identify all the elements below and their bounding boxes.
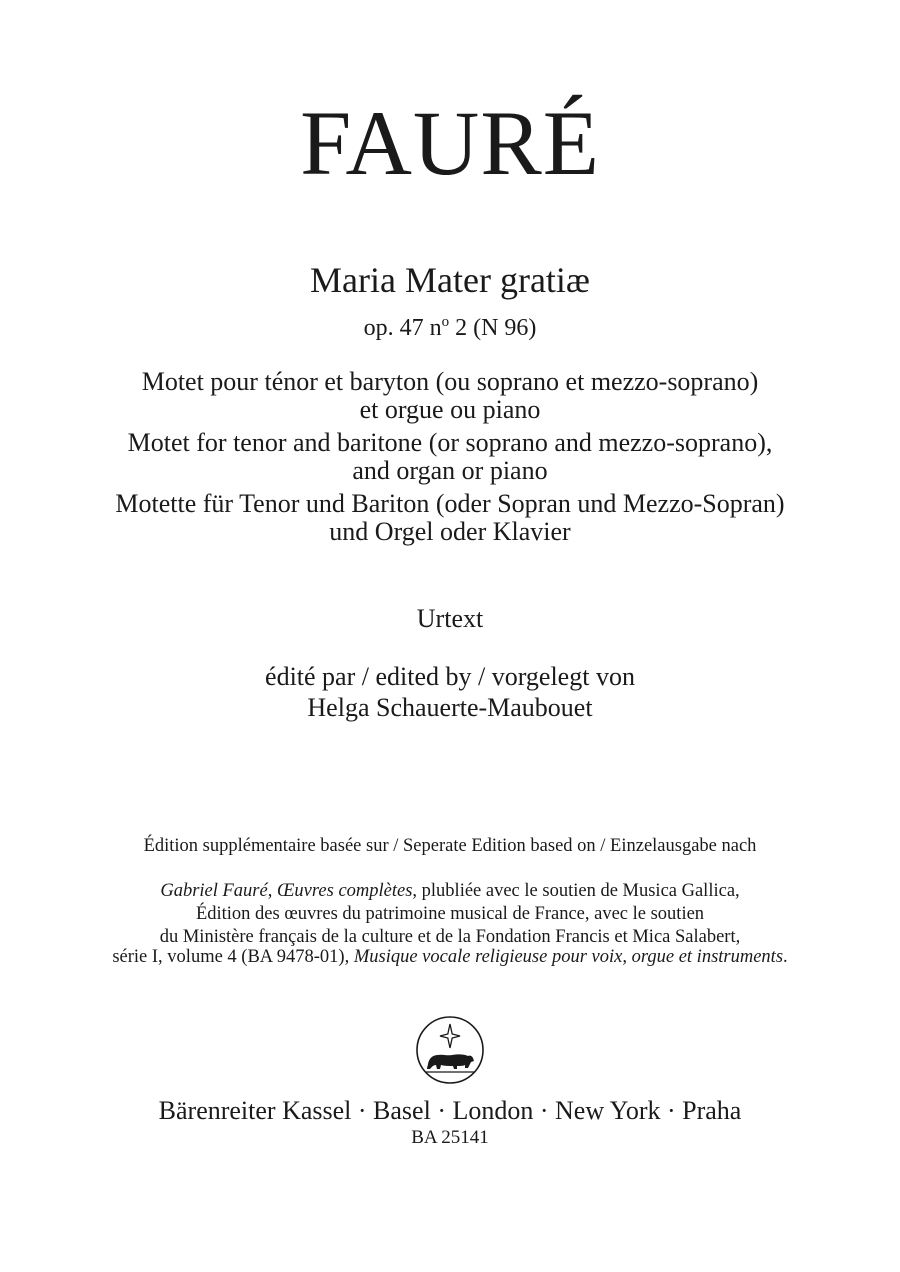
baerenreiter-bear-star-seal-icon bbox=[414, 1014, 486, 1086]
source-volume-title: Musique vocale religieuse pour voix, orgue et instruments bbox=[353, 947, 784, 967]
subtitle-de-1: Motette für Tenor und Bariton (oder Sopran und Mezzo-Sopran) bbox=[115, 489, 785, 518]
opus-superscript: o bbox=[441, 314, 450, 330]
subtitle-de-2: und Orgel oder Klavier bbox=[329, 517, 571, 546]
composer-name: FAURÉ bbox=[300, 92, 600, 194]
edited-by-label: édité par / edited by / vorgelegt von bbox=[265, 662, 635, 691]
subtitle-fr-1: Motet pour ténor et baryton (ou soprano et mezzo-soprano) bbox=[141, 367, 759, 396]
source-line-4-end: . bbox=[783, 947, 788, 967]
source-line-4-plain: série I, volume 4 (BA 9478-01), bbox=[112, 947, 354, 967]
edition-note: Édition supplémentaire basée sur / Seperate Edition based on / Einzelausgabe nach bbox=[143, 836, 757, 856]
source-line-1-rest: , plubliée avec le soutien de Musica Gallica, bbox=[412, 881, 740, 901]
source-composer: Gabriel Fauré bbox=[160, 881, 268, 901]
source-line-1 bbox=[0, 880, 900, 903]
urtext-label: Urtext bbox=[416, 604, 484, 633]
source-line-4 bbox=[0, 946, 900, 969]
source-collection: Œuvres complètes bbox=[276, 881, 413, 901]
subtitle-en-2: and organ or piano bbox=[352, 456, 548, 485]
catalog-number: BA 25141 bbox=[411, 1127, 489, 1148]
opus-number bbox=[0, 306, 900, 344]
source-line-2: Édition des œuvres du patrimoine musical de France, avec le soutien bbox=[195, 904, 705, 924]
editor-name: Helga Schauerte-Maubouet bbox=[307, 693, 593, 722]
subtitle-fr-2: et orgue ou piano bbox=[359, 395, 541, 424]
source-separator: , bbox=[267, 881, 277, 901]
opus-prefix: op. 47 n bbox=[363, 315, 442, 341]
publisher-line: Bärenreiter Kassel · Basel · London · New York · Praha bbox=[158, 1096, 742, 1125]
subtitle-en-1: Motet for tenor and baritone (or soprano and mezzo-soprano), bbox=[127, 428, 773, 457]
work-title: Maria Mater gratiæ bbox=[310, 260, 590, 300]
opus-suffix: 2 (N 96) bbox=[449, 315, 537, 341]
source-line-3: du Ministère français de la culture et de la Fondation Francis et Mica Salabert, bbox=[159, 927, 741, 947]
